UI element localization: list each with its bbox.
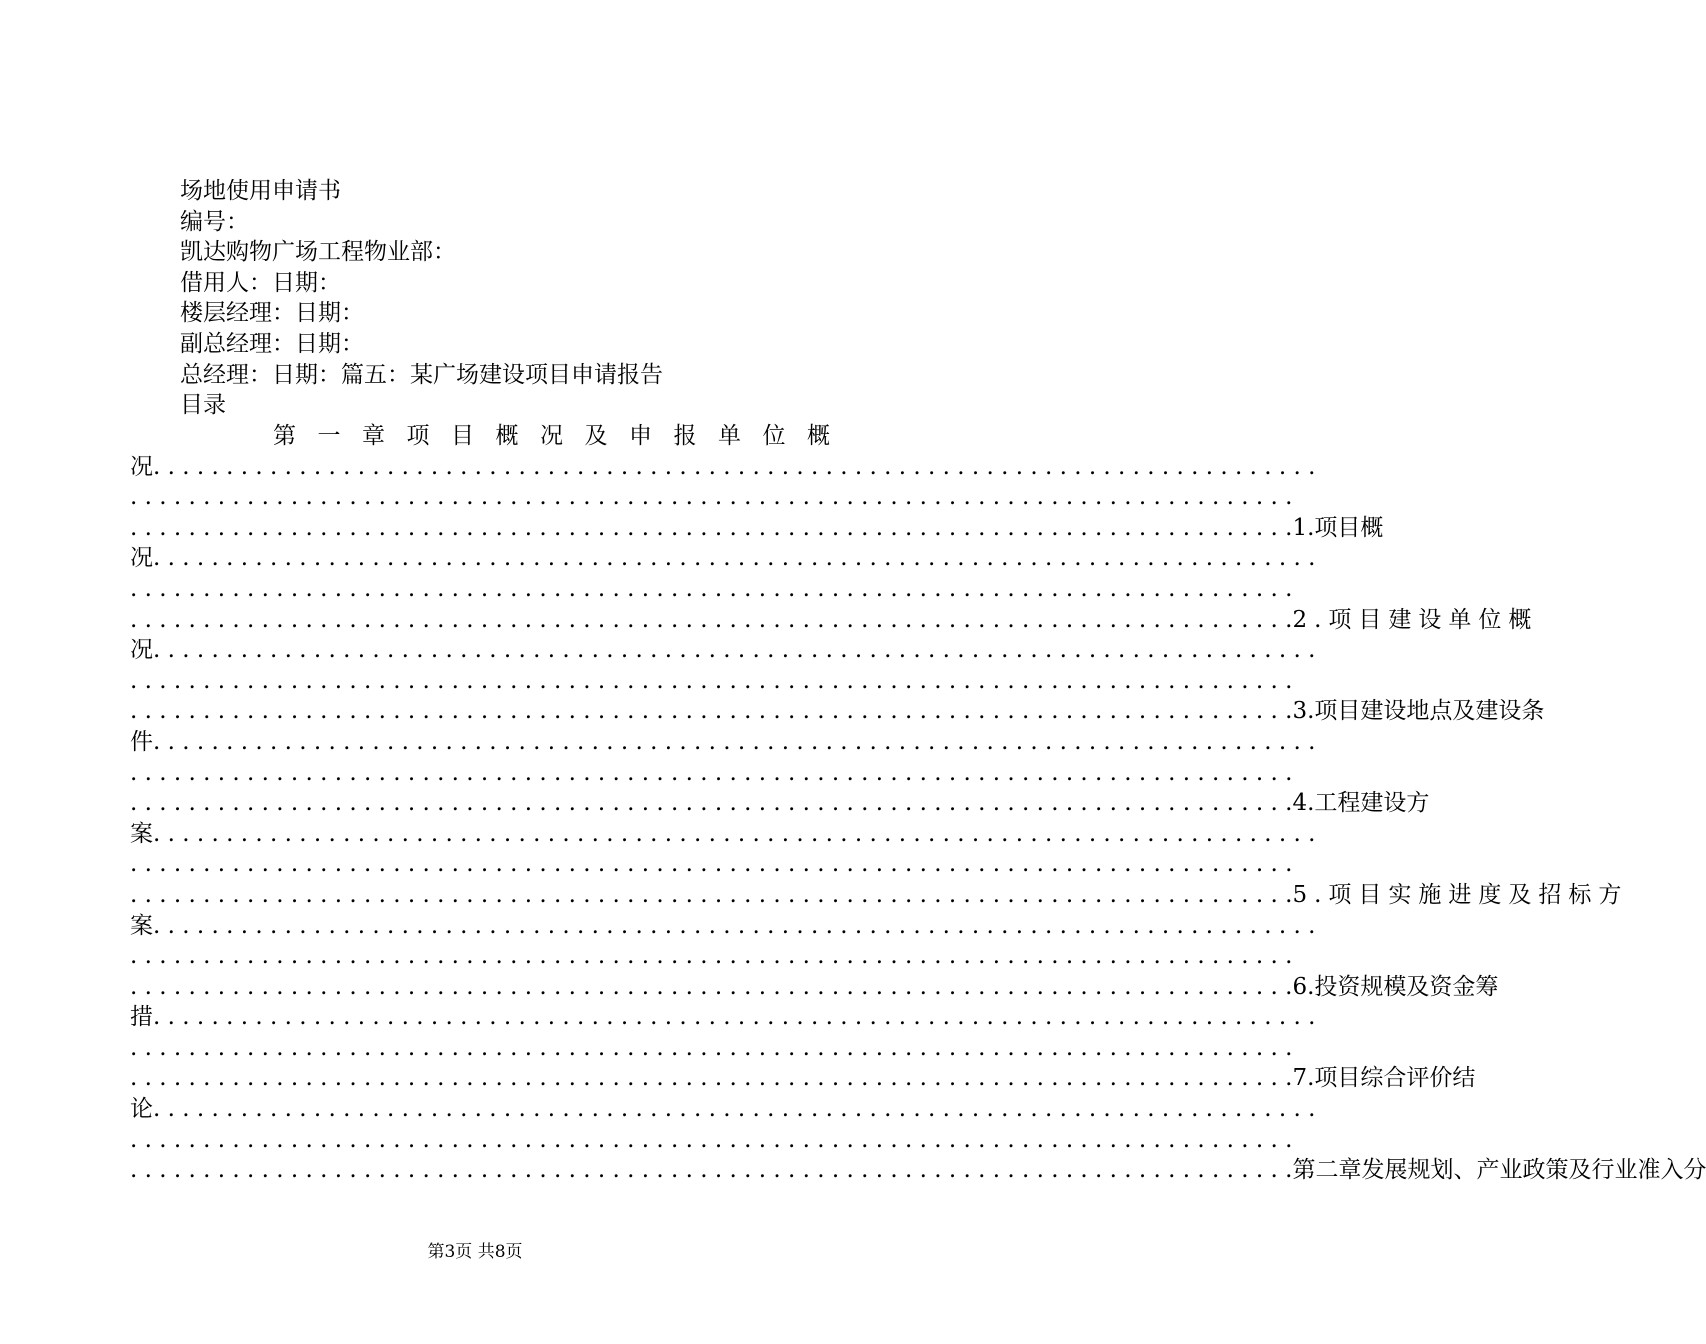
toc-char: 单 (718, 423, 741, 449)
leader-dots: . . . . . . . . . . . . . . . . . . . . . . . . . . . . . . . . . . . . . . . . . . . . . . . . . . . . . . . . . . . . . . . . . . . . . . . . . . . . . . . . (153, 912, 1316, 939)
toc-char: 金 (1452, 973, 1476, 1000)
toc-char: 况 (130, 545, 153, 572)
leader-dots: . . . . . . . . . . . . . . . . . . . . . . . . . . . . . . . . . . . . . . . . . . . . . . . . . . . . . . . . . . . . . . . . . . . . . . . . . . . . . . . . (130, 484, 1293, 511)
toc-char: 及 (584, 423, 608, 449)
header-block (130, 176, 830, 421)
leader-dots: . . . . . . . . . . . . . . . . . . . . . . . . . . . . . . . . . . . . . . . . . . . . . . . . . . . . . . . . . . . . . . . . . . . . . . . . . . . . . . . . (130, 881, 1293, 908)
toc-char: 资 (1429, 973, 1453, 1000)
leader-dots: . . . . . . . . . . . . . . . . . . . . . . . . . . . . . . . . . . . . . . . . . . . . . . . . . . . . . . . . . . . . . . . . . . . . . . . . . . . . . . . . (130, 1065, 1293, 1092)
leader-dots: . . . . . . . . . . . . . . . . . . . . . . . . . . . . . . . . . . . . . . . . . . . . . . . . . . . . . . . . . . . . . . . . . . . . . . . . . . . . . . . . (153, 728, 1316, 755)
toc-char: 项 (406, 423, 430, 449)
toc-chapter1-line (130, 421, 830, 452)
toc-char: 投 (1314, 973, 1338, 1000)
general-manager-line: 总经理：日期：篇五：某广场建设项目申请报告 (180, 361, 663, 388)
leader-dots: . . . . . . . . . . . . . . . . . . . . . . . . . . . . . . . . . . . . . . . . . . . . . . . . . . . . . . . . . . . . . . . . . . . . . . . . . . . . . . . . (153, 820, 1316, 847)
toc-char: 况 (540, 423, 563, 449)
toc-char: 资 (1337, 973, 1361, 1000)
toc-char: 工 (1314, 790, 1338, 817)
toc-char: 目 (1337, 1065, 1361, 1092)
toc-item3-line (130, 696, 1545, 727)
toc-leader-line (130, 758, 1293, 789)
leader-dots: . . . . . . . . . . . . . . . . . . . . . . . . . . . . . . . . . . . . . . . . . . . . . . . . . . . . . . . . . . . . . . . . . . . . . . . . . . . . . . . . (130, 851, 1293, 878)
toc-leader-line (130, 666, 1293, 697)
doc-title: 场地使用申请书 (180, 178, 341, 204)
toc-char: 况 (130, 637, 153, 664)
toc-char: 程 (1337, 790, 1361, 817)
toc-char: 申 (629, 423, 652, 449)
toc-char: 条 (1521, 698, 1545, 725)
toc-char: 地 (1406, 698, 1430, 725)
leader-dots: . . . . . . . . . . . . . . . . . . . . . . . . . . . . . . . . . . . . . . . . . . . . . . . . . . . . . . . . . . . . . . . . . . . . . . . . . . . . . . . . (130, 973, 1293, 1000)
toc-char: 目 (1337, 514, 1361, 541)
deputy-manager-line: 副总经理：日期： (180, 330, 364, 357)
toc-item6-line (130, 972, 1499, 1003)
toc-item-label: 5.项目实施进度及招标方 (1292, 881, 1629, 908)
leader-dots: . . . . . . . . . . . . . . . . . . . . . . . . . . . . . . . . . . . . . . . . . . . . . . . . . . . . . . . . . . . . . . . . . . . . . . . . . . . . . . . . (153, 545, 1316, 572)
toc-char: 概 (807, 423, 830, 449)
toc-char: 目 (451, 423, 474, 449)
toc-number: 3. (1292, 698, 1315, 725)
leader-dots: . . . . . . . . . . . . . . . . . . . . . . . . . . . . . . . . . . . . . . . . . . . . . . . . . . . . . . . . . . . . . . . . . . . . . . . . . . . . . . . . (130, 759, 1293, 786)
toc-heading: 目录 (180, 392, 226, 419)
toc-item5-line (130, 880, 1629, 911)
leader-dots: . . . . . . . . . . . . . . . . . . . . . . . . . . . . . . . . . . . . . . . . . . . . . . . . . . . . . . . . . . . . . . . . . . . . . . . . . . . . . . . . (130, 1034, 1293, 1061)
toc-char: 论 (130, 1096, 153, 1123)
toc-char: 建 (1360, 698, 1384, 725)
toc-item4-line (130, 788, 1430, 819)
toc-char: 筹 (1475, 973, 1499, 1000)
leader-dots: . . . . . . . . . . . . . . . . . . . . . . . . . . . . . . . . . . . . . . . . . . . . . . . . . . . . . . . . . . . . . . . . . . . . . . . . . . . . . . . . (130, 606, 1293, 633)
toc-char: 评 (1406, 1065, 1430, 1092)
toc-char: 位 (762, 423, 786, 449)
toc-char: 方 (1406, 790, 1430, 817)
toc-number: 4. (1292, 790, 1315, 817)
recipient-line: 凯达购物广场工程物业部： (180, 239, 456, 266)
toc-leader-line (130, 482, 1293, 513)
leader-dots: . . . . . . . . . . . . . . . . . . . . . . . . . . . . . . . . . . . . . . . . . . . . . . . . . . . . . . . . . . . . . . . . . . . . . . . . . . . . . . . . (130, 514, 1293, 541)
toc-char: 目 (1337, 698, 1361, 725)
page-footer: 第3页 共8页 (427, 1242, 523, 1262)
toc-item-label: 第二章发展规划、产业政策及行业准入分 (1292, 1157, 1706, 1184)
toc-char: 建 (1475, 698, 1499, 725)
toc-number: 6. (1292, 973, 1315, 1000)
toc-item-label: 2.项目建设单位概 (1292, 606, 1539, 633)
toc-item1-line (130, 513, 1384, 544)
toc-leader-line (130, 819, 1316, 850)
toc-leader-line (130, 727, 1316, 758)
leader-dots: . . . . . . . . . . . . . . . . . . . . . . . . . . . . . . . . . . . . . . . . . . . . . . . . . . . . . . . . . . . . . . . . . . . . . . . . . . . . . . . . (153, 1096, 1316, 1123)
toc-leader-line (130, 452, 1316, 483)
toc-char: 概 (495, 423, 519, 449)
toc-leader-line (130, 1094, 1316, 1125)
floor-manager-line: 楼层经理：日期： (180, 300, 364, 327)
leader-dots: . . . . . . . . . . . . . . . . . . . . . . . . . . . . . . . . . . . . . . . . . . . . . . . . . . . . . . . . . . . . . . . . . . . . . . . . . . . . . . . . (130, 1157, 1293, 1184)
toc-char: 报 (673, 423, 697, 449)
toc-char: 项 (1314, 514, 1338, 541)
toc-char: 点 (1429, 698, 1453, 725)
toc-char: 章 (362, 423, 385, 449)
toc-chapter2-line (130, 1155, 1706, 1186)
toc-char: 及 (1406, 973, 1430, 1000)
toc-char: 件 (130, 728, 153, 755)
toc-leader-line (130, 543, 1316, 574)
toc-leader-line (130, 941, 1293, 972)
toc-leader-line (130, 574, 1293, 605)
toc-char: 措 (130, 1004, 153, 1031)
toc-item2-line (130, 605, 1539, 636)
toc-char: 建 (1360, 790, 1384, 817)
toc-char: 及 (1452, 698, 1476, 725)
toc-char: 项 (1314, 698, 1338, 725)
toc-char: 第 (273, 423, 296, 449)
toc-leader-line (130, 1002, 1316, 1033)
leader-dots: . . . . . . . . . . . . . . . . . . . . . . . . . . . . . . . . . . . . . . . . . . . . . . . . . . . . . . . . . . . . . . . . . . . . . . . . . . . . . . . . (153, 453, 1316, 480)
table-of-contents (130, 421, 1706, 1186)
number-line: 编号： (180, 208, 249, 235)
leader-dots: . . . . . . . . . . . . . . . . . . . . . . . . . . . . . . . . . . . . . . . . . . . . . . . . . . . . . . . . . . . . . . . . . . . . . . . . . . . . . . . . (153, 637, 1316, 664)
toc-char: 况 (130, 453, 153, 480)
borrower-line: 借用人：日期： (180, 269, 341, 296)
toc-leader-line (130, 1033, 1293, 1064)
toc-char: 概 (1360, 514, 1384, 541)
leader-dots: . . . . . . . . . . . . . . . . . . . . . . . . . . . . . . . . . . . . . . . . . . . . . . . . . . . . . . . . . . . . . . . . . . . . . . . . . . . . . . . . (153, 1004, 1316, 1031)
toc-char: 项 (1314, 1065, 1338, 1092)
leader-dots: . . . . . . . . . . . . . . . . . . . . . . . . . . . . . . . . . . . . . . . . . . . . . . . . . . . . . . . . . . . . . . . . . . . . . . . . . . . . . . . . (130, 698, 1293, 725)
toc-char: 结 (1452, 1065, 1476, 1092)
toc-char: 综 (1360, 1065, 1384, 1092)
toc-char: 案 (130, 820, 153, 847)
toc-char: 合 (1383, 1065, 1407, 1092)
toc-char: 模 (1383, 973, 1407, 1000)
toc-number: 1. (1292, 514, 1315, 541)
leader-dots: . . . . . . . . . . . . . . . . . . . . . . . . . . . . . . . . . . . . . . . . . . . . . . . . . . . . . . . . . . . . . . . . . . . . . . . . . . . . . . . . (130, 943, 1293, 970)
leader-dots: . . . . . . . . . . . . . . . . . . . . . . . . . . . . . . . . . . . . . . . . . . . . . . . . . . . . . . . . . . . . . . . . . . . . . . . . . . . . . . . . (130, 1126, 1293, 1153)
toc-leader-line (130, 1125, 1293, 1156)
toc-leader-line (130, 635, 1316, 666)
leader-dots: . . . . . . . . . . . . . . . . . . . . . . . . . . . . . . . . . . . . . . . . . . . . . . . . . . . . . . . . . . . . . . . . . . . . . . . . . . . . . . . . (130, 575, 1293, 602)
toc-char: 规 (1360, 973, 1384, 1000)
toc-char: 一 (317, 423, 341, 449)
toc-char: 设 (1383, 698, 1407, 725)
leader-dots: . . . . . . . . . . . . . . . . . . . . . . . . . . . . . . . . . . . . . . . . . . . . . . . . . . . . . . . . . . . . . . . . . . . . . . . . . . . . . . . . (130, 790, 1293, 817)
leader-dots: . . . . . . . . . . . . . . . . . . . . . . . . . . . . . . . . . . . . . . . . . . . . . . . . . . . . . . . . . . . . . . . . . . . . . . . . . . . . . . . . (130, 667, 1293, 694)
toc-leader-line (130, 911, 1316, 942)
toc-char: 设 (1498, 698, 1522, 725)
toc-char: 设 (1383, 790, 1407, 817)
toc-number: 7. (1292, 1065, 1315, 1092)
toc-char: 案 (130, 912, 153, 939)
toc-leader-line (130, 849, 1293, 880)
toc-char: 价 (1429, 1065, 1453, 1092)
toc-item7-line (130, 1063, 1476, 1094)
